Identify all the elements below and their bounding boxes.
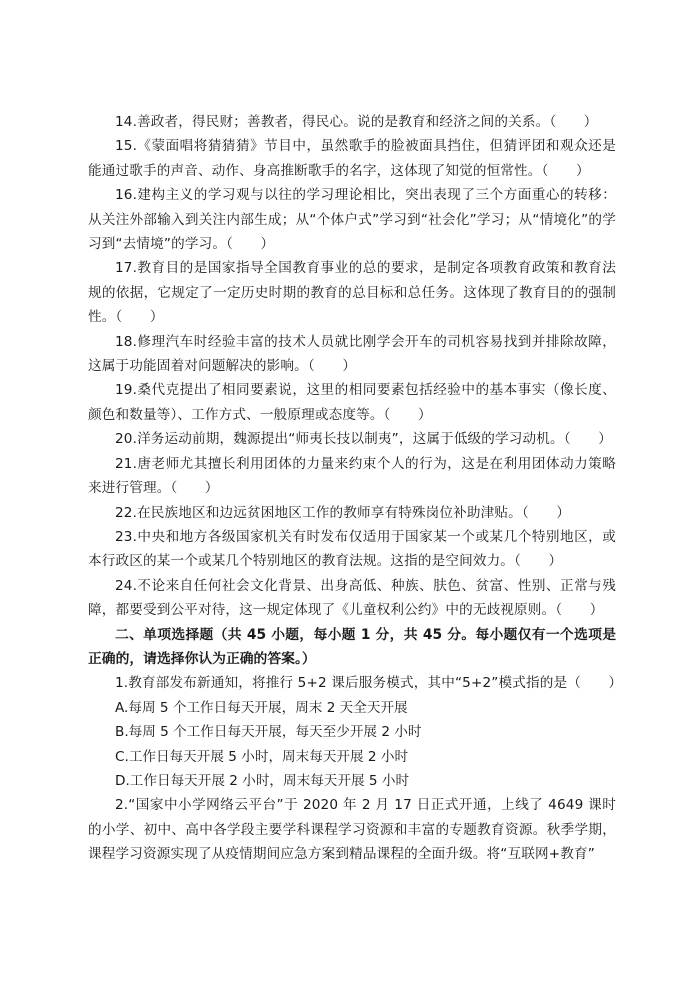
judgment-item-15: 15.《蒙面唱将猜猜猜》节目中，虽然歌手的脸被面具挡住，但猜评团和观众还是能通过歌手的声音、动作、身高推断歌手的名字，这体现了知觉的恒常性。（ ） (88, 138, 616, 179)
judgment-item-16: 16.建构主义的学习观与以往的学习理论相比，突出表现了三个方面重心的转移：从关注外部输入到关注内部生成；从“个体户式”学习到“社会化”学习；从“情境化”的学习到“去情境”的学习。（ ） (88, 187, 616, 253)
judgment-item-23: 23.中央和地方各级国家机关有时发布仅适用于国家某一个或某几个特别地区，或本行政区的某一个或某几个特别地区的教育法规。这指的是空间效力。（ ） (88, 528, 616, 570)
question-1-option-d: D.工作日每天开展 2 小时，周末每天开展 5 小时 (115, 772, 410, 789)
question-1-stem: 1.教育部发布新通知，将推行 5+2 课后服务模式，其中“5+2”模式指的是（ ） (115, 675, 623, 692)
document-body (88, 110, 623, 867)
judgment-item-19: 19.桑代克提出了相同要素说，这里的相同要素包括经验中的基本事实（像长度、颜色和数量等）、工作方式、一般原理或态度等。（ ） (88, 382, 616, 423)
section-heading: 二、单项选择题（共 45 小题，每小题 1 分，共 45 分。每小题仅有一个选项是正确的，请选择你认为正确的答案。） (88, 626, 616, 667)
question-2-stem: 2.“国家中小学网络云平台”于 2020 年 2 月 17 日正式开通，上线了 4649 课时的小学、初中、高中各学段主要学科课程学习资源和丰富的专题教育资源。秋季学期，课程学习资源实现了从疫情期间应急方案到精品课程的全面升级。将“互联网+教育” (88, 797, 616, 863)
question-1-option-a: A.每周 5 个工作日每天开展，周末 2 天全天开展 (115, 699, 408, 716)
judgment-item-22: 22.在民族地区和边远贫困地区工作的教师享有特殊岗位补助津贴。（ ） (115, 504, 571, 521)
question-1-option-b: B.每周 5 个工作日每天开展，每天至少开展 2 小时 (115, 724, 422, 741)
judgment-item-14: 14.善政者，得民财；善教者，得民心。说的是教育和经济之间的关系。（ ） (115, 114, 598, 130)
judgment-item-21: 21.唐老师尤其擅长利用团体的力量来约束个人的行为，这是在利用团体动力策略来进行管理。（ ） (88, 455, 616, 497)
judgment-item-18: 18.修理汽车时经验丰富的技术人员就比刚学会开车的司机容易找到并排除故障，这属于功能固着对问题解决的影响。（ ） (88, 333, 616, 375)
judgment-item-20: 20.洋务运动前期，魏源提出“师夷长技以制夷”，这属于低级的学习动机。（ ） (115, 431, 612, 448)
question-1-option-c: C.工作日每天开展 5 小时，周末每天开展 2 小时 (115, 748, 409, 765)
judgment-item-24: 24.不论来自任何社会文化背景、出身高低、种族、肤色、贫富、性别、正常与残障，都要受到公平对待，这一规定体现了《儿童权利公约》中的无歧视原则。（ ） (88, 577, 616, 619)
judgment-item-17: 17.教育目的是国家指导全国教育事业的总的要求，是制定各项教育政策和教育法规的依据，它规定了一定历史时期的教育的总目标和总任务。这体现了教育目的的强制性。（ ） (88, 260, 616, 326)
